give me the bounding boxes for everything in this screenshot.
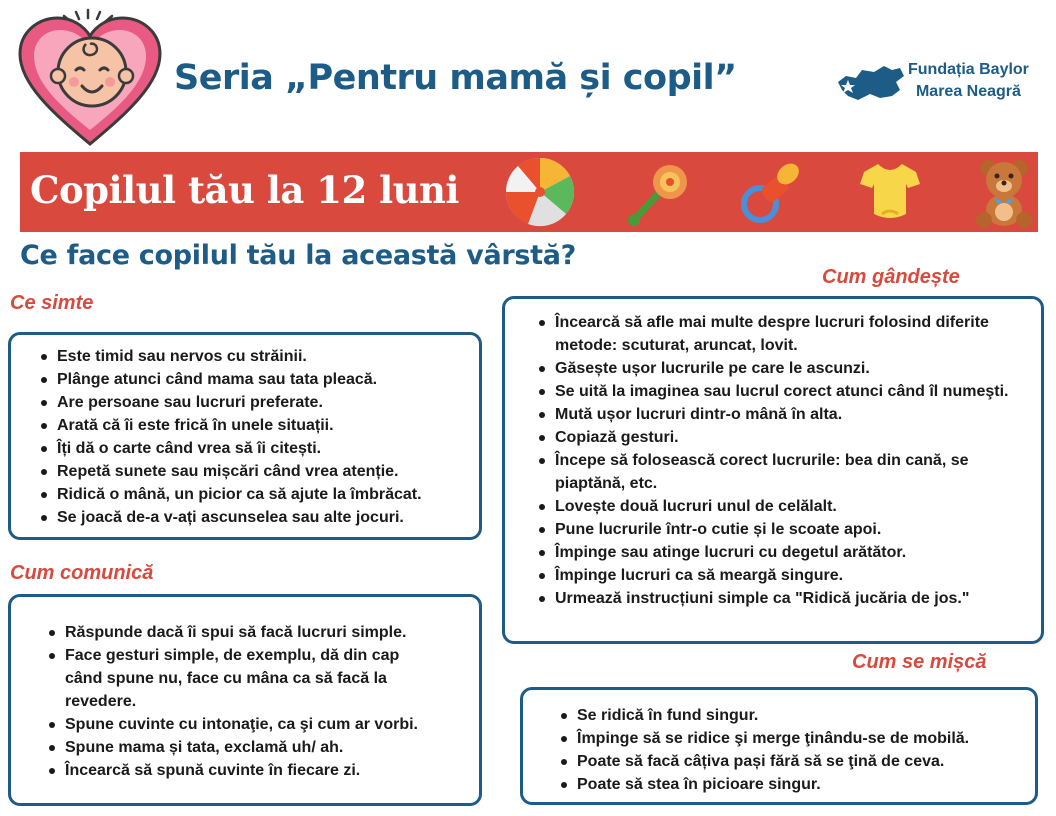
baylor-logo [834,58,1044,108]
org-name-line1: Fundația Baylor [908,61,1029,78]
section-title-cum-comunica: Cum comunică [10,562,154,584]
cum-gandeste-list [535,311,1031,610]
list-item: Ridică o mână, un picior ca să ajute la îmbrăcat. [37,483,469,506]
list-item: Arată că îi este frică în unele situații. [37,414,469,437]
list-item: Găsește ușor lucrurile pe care le ascunzi. [535,357,1031,380]
list-item: Este timid sau nervos cu străinii. [37,345,469,368]
list-item: Începe să folosească corect lucrurile: bea din cană, se piaptănă, etc. [535,449,1005,495]
cum-se-misca-list [557,704,1025,796]
list-item: Răspunde dacă îi spui să facă lucruri simple. [45,621,469,644]
list-item: Se joacă de-a v-ați ascunselea sau alte jocuri. [37,506,469,529]
list-item: Face gesturi simple, de exemplu, dă din cap când spune nu, face cu mâna ca să facă la revedere. [45,644,405,713]
ce-simte-box [8,332,482,540]
cum-comunica-box [8,594,482,806]
baby-heart-logo [14,4,166,150]
list-item: Plânge atunci când mama sau tata pleacă. [37,368,469,391]
cum-comunica-list [45,621,469,782]
series-title: Seria „Pentru mamă și copil” [174,58,737,98]
org-name-line2: Marea Neagră [915,83,1021,100]
rattle-icon [624,158,694,228]
section-title-cum-se-misca: Cum se mișcă [852,651,987,673]
list-item: Urmează instrucțiuni simple ca "Ridică jucăria de jos." [535,587,1031,610]
cum-gandeste-box [502,296,1044,644]
list-item: Împinge lucruri ca să meargă singure. [535,564,1031,587]
list-item: Împinge sau atinge lucruri cu degetul arătător. [535,541,1031,564]
onesie-icon [856,158,924,226]
list-item: Repetă sunete sau mișcări când vrea atenție. [37,460,469,483]
list-item: Încearcă să spună cuvinte în fiecare zi. [45,759,469,782]
list-item: Se ridică în fund singur. [557,704,1025,727]
banner-title: Copilul tău la 12 luni [30,168,459,212]
teddy-bear-icon [972,156,1036,228]
list-item: Copiază gesturi. [535,426,1031,449]
list-item: Poate să stea în picioare singur. [557,773,1025,796]
list-item: Poate să facă câțiva pași fără să se ţină de ceva. [557,750,1025,773]
ball-icon [504,156,576,228]
section-title-cum-gandeste: Cum gândește [822,266,960,288]
section-title-ce-simte: Ce simte [10,292,94,314]
list-item: Spune mama și tata, exclamă uh/ ah. [45,736,469,759]
cum-se-misca-box [520,687,1038,805]
page-question: Ce face copilul tău la această vârstă? [20,240,577,271]
pacifier-icon [738,156,810,228]
list-item: Încearcă să afle mai multe despre lucruri folosind diferite metode: scuturat, aruncat, lovit. [535,311,1013,357]
ce-simte-list [37,345,469,529]
list-item: Se uită la imaginea sau lucrul corect atunci când îl numeşti. [535,380,1031,403]
list-item: Pune lucrurile într-o cutie și le scoate apoi. [535,518,1031,541]
list-item: Are persoane sau lucruri preferate. [37,391,469,414]
list-item: Mută ușor lucruri dintr-o mână în alta. [535,403,1031,426]
list-item: Spune cuvinte cu intonaţie, ca şi cum ar vorbi. [45,713,469,736]
title-banner [20,152,1038,232]
list-item: Îți dă o carte când vrea să îi citești. [37,437,469,460]
list-item: Lovește două lucruri unul de celălalt. [535,495,1031,518]
black-sea-map-icon [834,58,906,106]
list-item: Împinge să se ridice şi merge ţinându-se de mobilă. [557,727,1025,750]
